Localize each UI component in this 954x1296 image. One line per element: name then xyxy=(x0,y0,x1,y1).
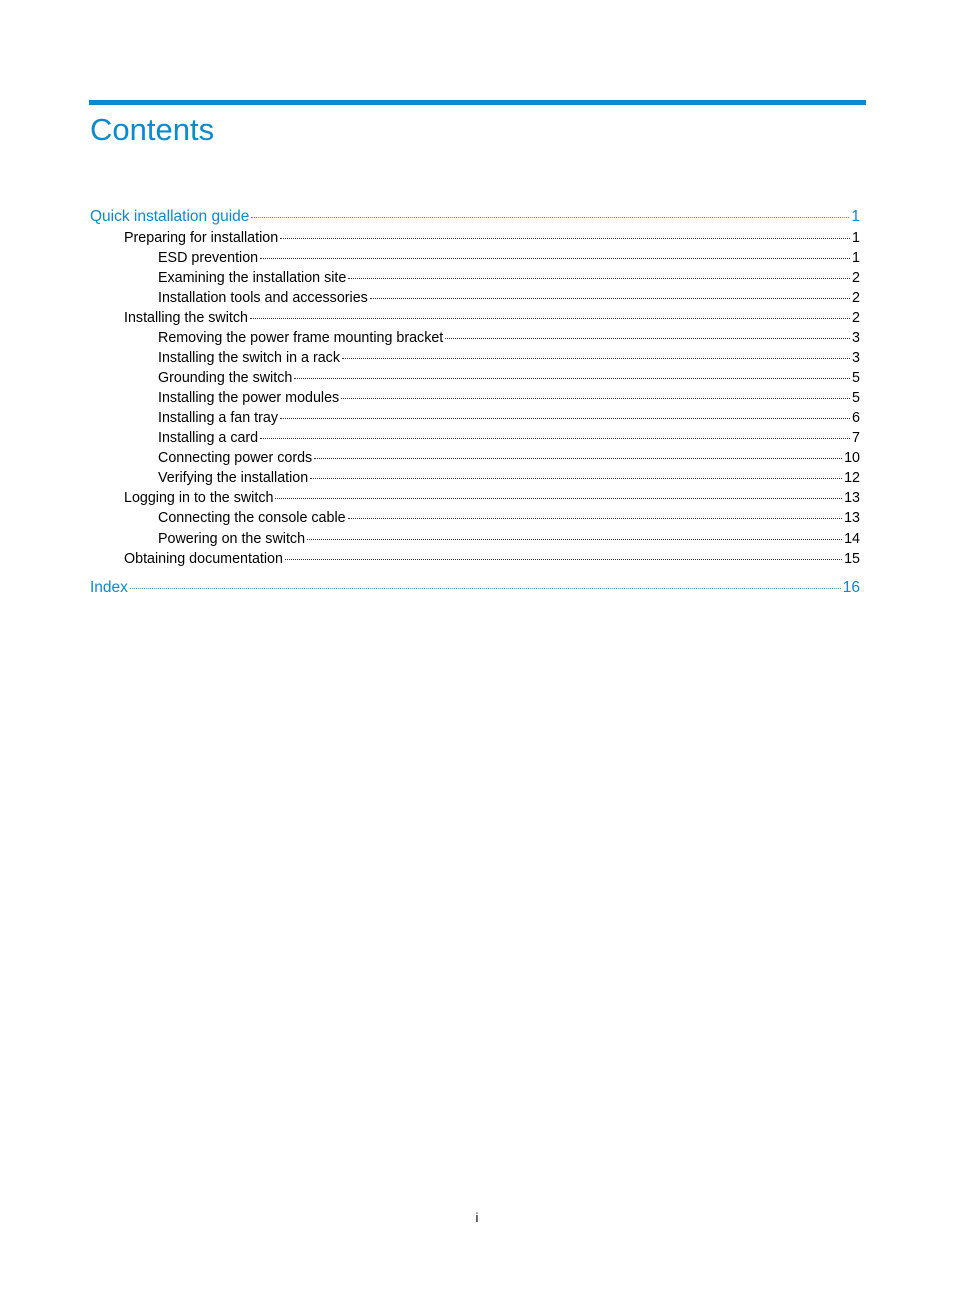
toc-entry-page: 5 xyxy=(852,390,860,406)
toc-entry-page: 13 xyxy=(844,510,860,526)
toc-dot-leader xyxy=(445,337,850,339)
toc-entry-title: Installing a card xyxy=(158,430,259,446)
toc-entry-installing-the-power-modules[interactable] xyxy=(158,388,860,408)
toc-entry-page: 3 xyxy=(852,330,860,346)
toc-entry-examining-the-installation-site[interactable] xyxy=(158,268,860,288)
toc-entry-preparing-for-installation[interactable] xyxy=(124,228,860,248)
toc-entry-page: 16 xyxy=(842,579,860,596)
toc-dot-leader xyxy=(314,457,842,459)
toc-entry-title: Powering on the switch xyxy=(158,531,306,547)
toc-entry-page: 12 xyxy=(844,470,860,486)
toc-entry-title: Connecting the console cable xyxy=(158,510,346,526)
toc-entry-title: Index xyxy=(90,579,128,596)
toc-entry-title: Removing the power frame mounting bracket xyxy=(158,330,444,346)
toc-dot-leader xyxy=(251,216,849,218)
toc-dot-leader xyxy=(342,357,850,359)
toc-dot-leader xyxy=(348,277,850,279)
toc-entry-title: Preparing for installation xyxy=(124,230,279,246)
toc-entry-esd-prevention[interactable] xyxy=(158,248,860,268)
toc-entry-installing-a-card[interactable] xyxy=(158,428,860,448)
toc-dot-leader xyxy=(310,477,842,479)
toc-entry-grounding-the-switch[interactable] xyxy=(158,368,860,388)
toc-entry-title: Quick installation guide xyxy=(90,208,250,225)
toc-entry-title: Connecting power cords xyxy=(158,450,313,466)
toc-dot-leader xyxy=(370,297,850,299)
toc-dot-leader xyxy=(280,417,850,419)
toc-dot-leader xyxy=(341,397,850,399)
toc-entry-page: 2 xyxy=(852,270,860,286)
toc-dot-leader xyxy=(260,257,850,259)
toc-entry-page: 5 xyxy=(852,370,860,386)
toc-entry-verifying-the-installation[interactable] xyxy=(158,468,860,488)
table-of-contents xyxy=(90,0,860,1296)
toc-dot-leader xyxy=(285,558,842,560)
toc-entry-removing-the-power-frame-mounting-bracket[interactable] xyxy=(158,328,860,348)
toc-entry-connecting-power-cords[interactable] xyxy=(158,448,860,468)
page-title: Contents xyxy=(90,112,215,147)
toc-entry-title: Verifying the installation xyxy=(158,470,309,486)
toc-entry-page: 10 xyxy=(844,450,860,466)
toc-entry-title: Installing the power modules xyxy=(158,390,340,406)
toc-entry-title: Logging in to the switch xyxy=(124,490,274,506)
toc-entry-title: Grounding the switch xyxy=(158,370,293,386)
toc-dot-leader xyxy=(348,517,843,519)
toc-entry-obtaining-documentation[interactable] xyxy=(124,549,860,569)
toc-entry-installing-the-switch[interactable] xyxy=(124,308,860,328)
toc-entry-page: 15 xyxy=(844,551,860,567)
toc-entry-powering-on-the-switch[interactable] xyxy=(158,529,860,549)
toc-entry-title: Examining the installation site xyxy=(158,270,347,286)
toc-entry-page: 1 xyxy=(852,250,860,266)
toc-entry-index[interactable] xyxy=(90,578,860,598)
toc-entry-page: 1 xyxy=(851,208,860,225)
toc-entry-quick-installation-guide[interactable] xyxy=(90,207,860,227)
toc-entry-installing-the-switch-in-a-rack[interactable] xyxy=(158,348,860,368)
toc-dot-leader xyxy=(260,437,850,439)
toc-entry-connecting-the-console-cable[interactable] xyxy=(158,508,860,528)
toc-entry-installation-tools-and-accessories[interactable] xyxy=(158,288,860,308)
toc-entry-title: Installing the switch in a rack xyxy=(158,350,340,366)
toc-dot-leader xyxy=(130,587,841,589)
toc-entry-page: 3 xyxy=(852,350,860,366)
toc-entry-page: 7 xyxy=(852,430,860,446)
toc-entry-title: Installation tools and accessories xyxy=(158,290,368,306)
toc-entry-title: ESD prevention xyxy=(158,250,259,266)
toc-dot-leader xyxy=(250,317,850,319)
toc-entry-installing-a-fan-tray[interactable] xyxy=(158,408,860,428)
toc-entry-title: Installing the switch xyxy=(124,310,248,326)
toc-entry-title: Obtaining documentation xyxy=(124,551,283,567)
toc-entry-page: 2 xyxy=(852,290,860,306)
toc-entry-title: Installing a fan tray xyxy=(158,410,279,426)
toc-entry-page: 13 xyxy=(844,490,860,506)
page-number: i xyxy=(475,1210,479,1225)
toc-entry-page: 14 xyxy=(844,531,860,547)
toc-entry-page: 6 xyxy=(852,410,860,426)
toc-entry-logging-in-to-the-switch[interactable] xyxy=(124,488,860,508)
toc-dot-leader xyxy=(280,237,850,239)
toc-dot-leader xyxy=(275,497,842,499)
toc-dot-leader xyxy=(307,538,842,540)
toc-entry-page: 2 xyxy=(852,310,860,326)
toc-dot-leader xyxy=(294,377,850,379)
toc-entry-page: 1 xyxy=(852,230,860,246)
